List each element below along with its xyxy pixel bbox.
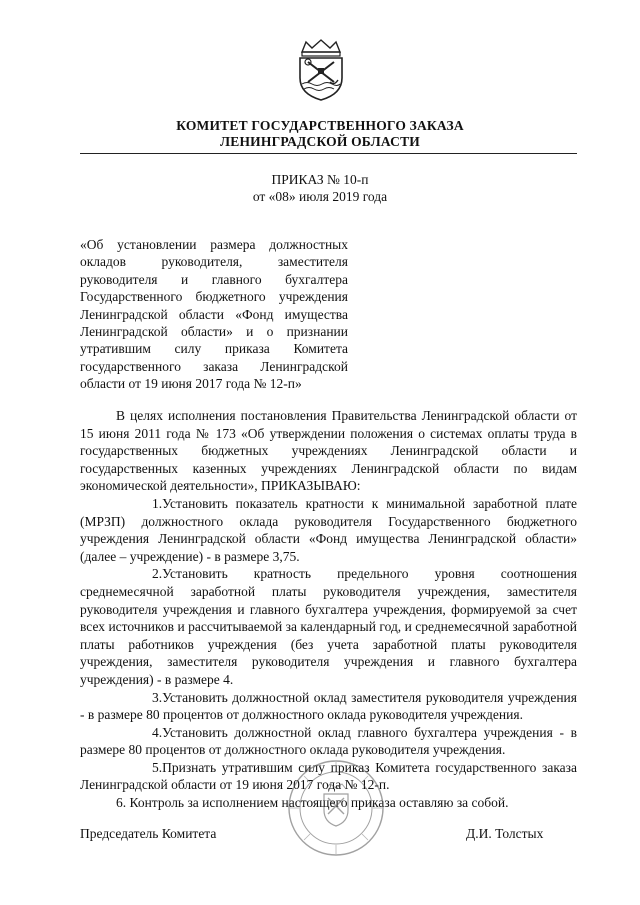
header-divider	[80, 153, 577, 154]
item-number: 2.	[152, 566, 163, 582]
order-item	[80, 689, 577, 724]
signatory-name: Д.И. Толстых	[466, 826, 544, 841]
coat-of-arms-icon	[290, 38, 352, 102]
signatory-position: Председатель Комитета	[80, 826, 217, 841]
item-number: 1.	[152, 495, 163, 511]
order-item	[80, 565, 577, 688]
order-item	[80, 495, 577, 565]
item-text: Установить показатель кратности к минимальной заработной плате (МРЗП) должностного оклада руководителя Государственного бюджетного учреждения Ленинградской области «Фонд имущества Ленинградской области» (далее – учреждение) - в размере 3,75.	[80, 495, 577, 564]
control-clause: 6. Контроль за исполнением настоящего приказа оставляю за собой.	[116, 795, 509, 811]
item-text: Установить кратность предельного уровня соотношения среднемесячной заработной платы руководителя учреждения, заместителя руководителя учреждения и главного бухгалтера учреждения, формируемой за счет всех источников и рассчитываемой за календарный год, и среднемесячной заработной платы работников учреждения (без учета заработной платы руководителя учреждения, заместителя руководителя учреждения и главного бухгалтера учреждения) - в размере 4.	[80, 566, 577, 687]
organization-name-line2: ЛЕНИНГРАДСКОЙ ОБЛАСТИ	[220, 134, 420, 149]
organization-name-line1: КОМИТЕТ ГОСУДАРСТВЕННОГО ЗАКАЗА	[176, 118, 464, 133]
item-text: Установить должностной оклад главного бухгалтера учреждения - в размере 80 процентов от должностного оклада руководителя учреждения.	[80, 724, 577, 758]
official-seal-icon	[286, 758, 386, 858]
preamble: В целях исполнения постановления Правительства Ленинградской области от 15 июня 2011 года № 173 «Об утверждении положения о системах оплаты труда в государственных бюджетных учреждениях Ленинградской области и государственных казенных учреждениях Ленинградской области по видам экономической деятельности», ПРИКАЗЫВАЮ:	[80, 408, 577, 494]
order-item	[80, 724, 577, 759]
order-number: ПРИКАЗ № 10-п	[271, 172, 369, 187]
item-number: 4.	[152, 724, 163, 740]
item-text: Установить должностной оклад заместителя руководителя учреждения - в размере 80 процентов от должностного оклада руководителя учреждения.	[80, 689, 577, 723]
order-date: от «08» июля 2019 года	[252, 189, 388, 204]
item-text: Признать утратившим силу приказ Комитета государственного заказа Ленинградской области от 19 июня 2017 года № 12-п.	[80, 759, 577, 793]
order-subject: «Об установлении размера должностных окладов руководителя, заместителя руководителя и главного бухгалтера Государственного бюджетного учреждения Ленинградской области «Фонд имущества Ленинградской области» и о признании утратившим силу приказа Комитета государственного заказа Ленинградской области от 19 июня 2017 года № 12-п»	[80, 237, 348, 392]
order-body	[80, 407, 577, 812]
item-number: 3.	[152, 689, 163, 705]
item-number: 5.	[152, 759, 163, 775]
